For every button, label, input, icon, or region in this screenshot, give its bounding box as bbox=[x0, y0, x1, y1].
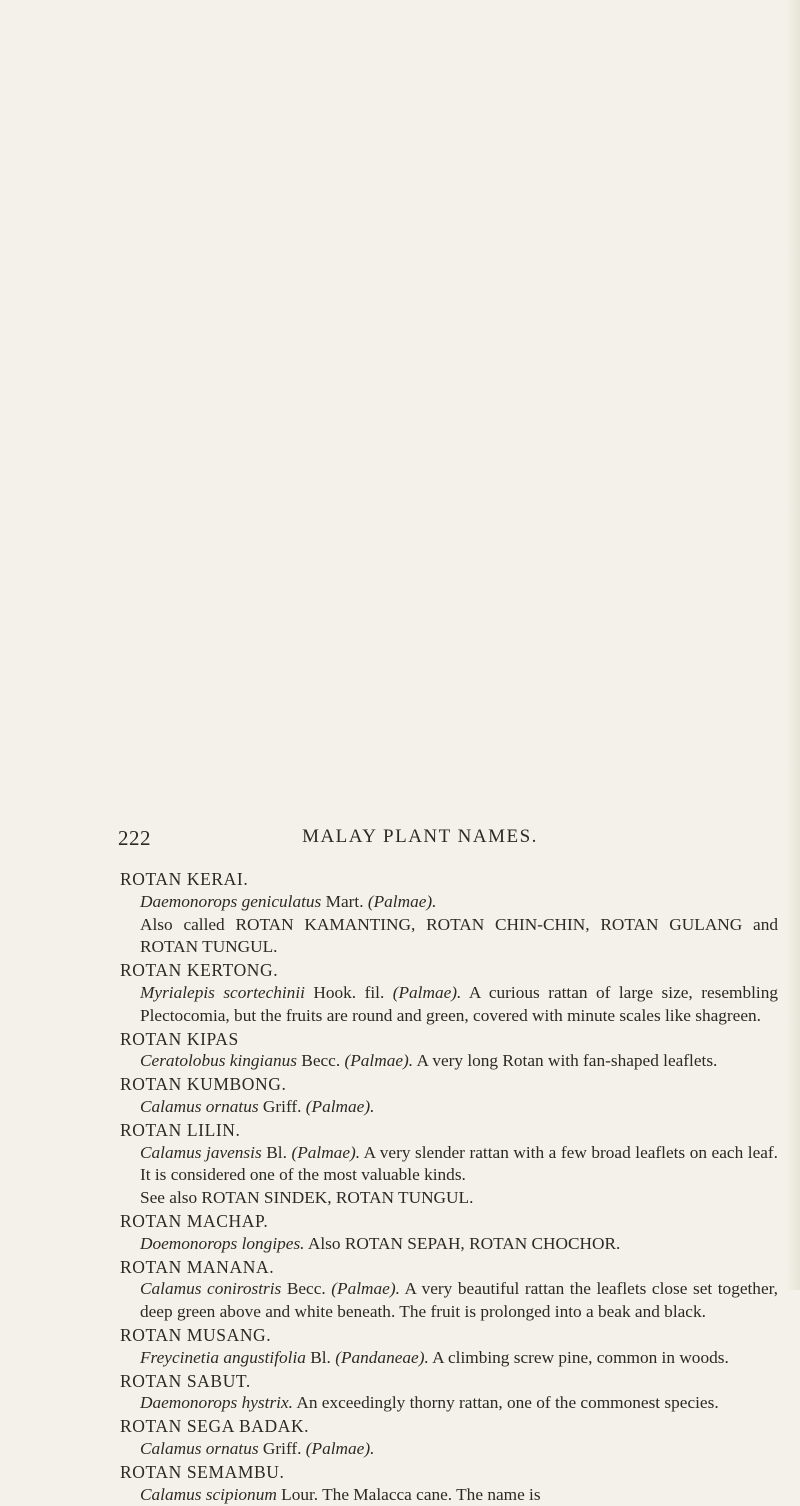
headword: ROTAN KERTONG. bbox=[120, 960, 279, 981]
headword: ROTAN SEMAMBU. bbox=[120, 1461, 285, 1482]
headword: ROTAN KUMBONG. bbox=[120, 1074, 287, 1095]
headword: ROTAN KERAI. bbox=[120, 869, 249, 889]
headword: ROTAN MUSANG. bbox=[120, 1324, 272, 1345]
entry-extra: See also ROTAN SINDEK, ROTAN TUNGUL. bbox=[140, 1188, 474, 1208]
entry-body bbox=[140, 1438, 778, 1461]
entry bbox=[120, 1210, 778, 1256]
headword: ROTAN SABUT. bbox=[120, 1370, 251, 1391]
headword: ROTAN LILIN. bbox=[120, 1119, 241, 1140]
entry-body bbox=[140, 1392, 778, 1415]
species-name: Freycinetia angustifolia bbox=[140, 1347, 306, 1367]
entry-text: A curious rattan of large size, resembling Plectocomia, but the fruits are round and green, covered with minute scales like shagreen. bbox=[140, 982, 778, 1025]
species-name: Calamus ornatus bbox=[140, 1096, 259, 1116]
species-name: Calamus scipionum bbox=[140, 1484, 277, 1504]
headword: ROTAN MANANA. bbox=[120, 1256, 275, 1277]
authority: Mart. bbox=[321, 891, 368, 911]
family-name: (Palmae). bbox=[331, 1279, 400, 1299]
entry bbox=[120, 1370, 778, 1416]
species-name: Doemonorops longipes. bbox=[140, 1233, 305, 1253]
entry bbox=[120, 1028, 778, 1074]
headword: ROTAN MACHAP. bbox=[120, 1210, 269, 1231]
authority: Bl. bbox=[305, 1347, 336, 1367]
species-name: Calamus javensis bbox=[140, 1142, 262, 1162]
species-name: Daemonorops geniculatus bbox=[140, 891, 322, 911]
entry-extra: Also called ROTAN KAMANTING, ROTAN CHIN-CHIN, ROTAN GULANG and ROTAN TUNGUL. bbox=[140, 914, 778, 957]
species-name: Calamus ornatus bbox=[140, 1438, 259, 1458]
entry-text: A climbing screw pine, common in woods. bbox=[428, 1347, 729, 1367]
entry bbox=[120, 1119, 778, 1210]
family-name: (Palmae). bbox=[392, 982, 462, 1002]
entry-body bbox=[140, 1050, 778, 1073]
entry-body bbox=[140, 1142, 778, 1210]
family-name: (Palmae). bbox=[344, 1051, 414, 1071]
species-name: Ceratolobus kingianus bbox=[140, 1051, 297, 1071]
authority: Griff. bbox=[258, 1096, 306, 1116]
family-name: (Palmae). bbox=[305, 1096, 375, 1116]
family-name: (Palmae). bbox=[291, 1142, 361, 1162]
running-title: MALAY PLANT NAMES. bbox=[302, 826, 538, 847]
entry bbox=[120, 1415, 778, 1461]
entry-text: A very slender rattan with a few broad leaflets on each leaf. It is considered one of the most valuable kinds. bbox=[140, 1142, 778, 1185]
entry-body bbox=[140, 1347, 778, 1370]
family-name: (Pandaneae). bbox=[335, 1347, 429, 1367]
entry bbox=[120, 868, 778, 959]
authority: Bl. bbox=[261, 1142, 292, 1162]
dictionary-entries bbox=[120, 868, 778, 1506]
entry-body bbox=[140, 982, 778, 1028]
authority: Lour. bbox=[276, 1484, 323, 1504]
entry-text: A very beautiful rattan the leaflets close set together, deep green above and white beneath. The fruit is prolonged into a beak and black. bbox=[140, 1279, 779, 1322]
authority: Hook. fil. bbox=[304, 982, 393, 1002]
page-edge-shadow bbox=[786, 0, 800, 1290]
entry-body bbox=[140, 1484, 778, 1506]
entry bbox=[120, 1461, 778, 1506]
headword: ROTAN KIPAS bbox=[120, 1028, 239, 1049]
entry-text: An exceedingly thorny rattan, one of the commonest species. bbox=[296, 1393, 719, 1413]
entry-body bbox=[140, 1233, 778, 1256]
page-number: 222 bbox=[118, 826, 151, 850]
entry bbox=[120, 1324, 778, 1370]
species-name: Daemonorops hystrix. bbox=[140, 1393, 293, 1413]
headword: ROTAN SEGA BADAK. bbox=[120, 1416, 310, 1437]
family-name: (Palmae). bbox=[367, 891, 437, 911]
entry-body bbox=[140, 1278, 778, 1324]
family-name: (Palmae). bbox=[305, 1438, 375, 1458]
entry-text: The Malacca cane. The name is bbox=[322, 1484, 541, 1504]
authority: Becc. bbox=[281, 1279, 332, 1299]
entry-body bbox=[140, 891, 778, 959]
entry-text: A very long Rotan with fan-shaped leaflets. bbox=[413, 1051, 718, 1071]
entry bbox=[120, 1073, 778, 1119]
species-name: Myrialepis scortechinii bbox=[140, 982, 305, 1002]
species-name: Calamus conirostris bbox=[140, 1279, 282, 1299]
entry-body bbox=[140, 1096, 778, 1119]
entry bbox=[120, 959, 778, 1027]
authority: Griff. bbox=[258, 1438, 306, 1458]
authority: Becc. bbox=[296, 1051, 345, 1071]
entry-text: Also ROTAN SEPAH, ROTAN CHOCHOR. bbox=[307, 1233, 621, 1253]
